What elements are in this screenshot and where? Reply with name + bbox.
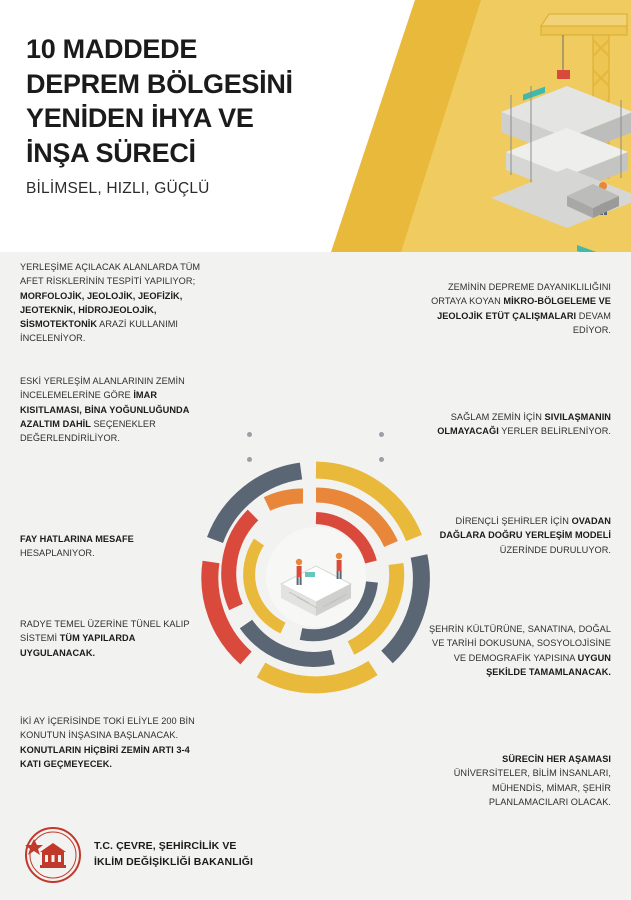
title-line-3: YENİDEN İHYA VE bbox=[26, 103, 254, 134]
item-2-text: ZEMİNİN DEPREME DAYANIKLILIĞINI ORTAYA KOYAN MİKRO-BÖLGELEME VE JEOLOJİK ETÜT ÇALIŞMALARI DEVAM EDİYOR. bbox=[431, 282, 611, 335]
page-subtitle: BİLİMSEL, HIZLI, GÜÇLÜ bbox=[26, 180, 210, 198]
item-4 bbox=[425, 410, 611, 439]
item-8-text: ŞEHRİN KÜLTÜRÜNE, SANATINA, DOĞAL VE TARİHİ DOKUSUNA, SOSYOLOJİSİNE VE DEMOGRAFİK YAPISINA UYGUN ŞEKİLDE TAMAMLANACAK. bbox=[428, 624, 611, 677]
center-ring-graphic bbox=[191, 452, 441, 702]
poster-header bbox=[0, 0, 631, 252]
item-7-text: RADYE TEMEL ÜZERİNE TÜNEL KALIP SİSTEMİ TÜM YAPILARDA UYGULANACAK. bbox=[20, 619, 190, 658]
item-4-text: SAĞLAM ZEMİN İÇİN SIVILAŞMANIN OLMAYACAĞI YERLER BELİRLENİYOR. bbox=[437, 412, 611, 437]
title-line-4: İNŞA SÜRECİ bbox=[26, 137, 196, 168]
connector-dot-1 bbox=[247, 432, 252, 437]
item-8 bbox=[425, 622, 611, 679]
construction-illustration bbox=[371, 0, 631, 252]
item-9 bbox=[20, 714, 206, 771]
title-line-1: 10 MADDEDE bbox=[26, 34, 198, 64]
item-3-text: ESKİ YERLEŞİM ALANLARININ ZEMİN İNCELEMELERİNE GÖRE İMAR KISITLAMASI, BİNA YOĞUNLUĞUNDA AZALTIM DAHİL SEÇENEKLER DEĞERLENDİRİLİYOR. bbox=[20, 376, 190, 443]
page-title bbox=[26, 32, 293, 198]
item-1 bbox=[20, 260, 206, 346]
item-6 bbox=[425, 514, 611, 557]
connector-dot-4 bbox=[379, 457, 384, 462]
poster-footer bbox=[0, 810, 631, 900]
ministry-logo-icon bbox=[24, 826, 82, 884]
ministry-line-1: T.C. ÇEVRE, ŞEHİRCİLİK VE bbox=[94, 840, 237, 853]
connector-dot-3 bbox=[247, 457, 252, 462]
item-5 bbox=[20, 532, 206, 561]
item-10-text: SÜRECİN HER AŞAMASI ÜNİVERSİTELER, BİLİM İNSANLARI, MÜHENDİS, MİMAR, ŞEHİR PLANLAMACILARI OLACAK. bbox=[453, 754, 611, 807]
item-10 bbox=[425, 752, 611, 809]
item-5-text: FAY HATLARINA MESAFE HESAPLANIYOR. bbox=[20, 534, 134, 559]
poster-body bbox=[0, 252, 631, 900]
item-9-text: İKİ AY İÇERİSİNDE TOKİ ELİYLE 200 BİN KONUTUN İNŞASINA BAŞLANACAK. KONUTLARIN HİÇBİRİ ZEMİN ARTI 3-4 KATI GEÇMEYECEK. bbox=[20, 716, 195, 769]
item-7 bbox=[20, 617, 206, 660]
title-line-2: DEPREM BÖLGESİNİ bbox=[26, 68, 293, 99]
ministry-name bbox=[94, 839, 253, 871]
connector-dot-2 bbox=[379, 432, 384, 437]
item-6-text: DİRENÇLİ ŞEHİRLER İÇİN OVADAN DAĞLARA DOĞRU YERLEŞİM MODELİ ÜZERİNDE DURULUYOR. bbox=[439, 516, 611, 555]
item-3 bbox=[20, 374, 206, 445]
item-2 bbox=[425, 280, 611, 337]
item-1-text: YERLEŞİME AÇILACAK ALANLARDA TÜM AFET RİSKLERİNİN TESPİTİ YAPILIYOR; MORFOLOJİK, JEOLOJİK, JEOFİZİK, JEOTEKNİK, HİDROJEOLOJİK, SİSMOTEKTONİK ARAZİ KULLANIMI İNCELENİYOR. bbox=[20, 262, 201, 344]
ministry-line-2: İKLİM DEĞİŞİKLİĞİ BAKANLIĞI bbox=[94, 856, 254, 868]
